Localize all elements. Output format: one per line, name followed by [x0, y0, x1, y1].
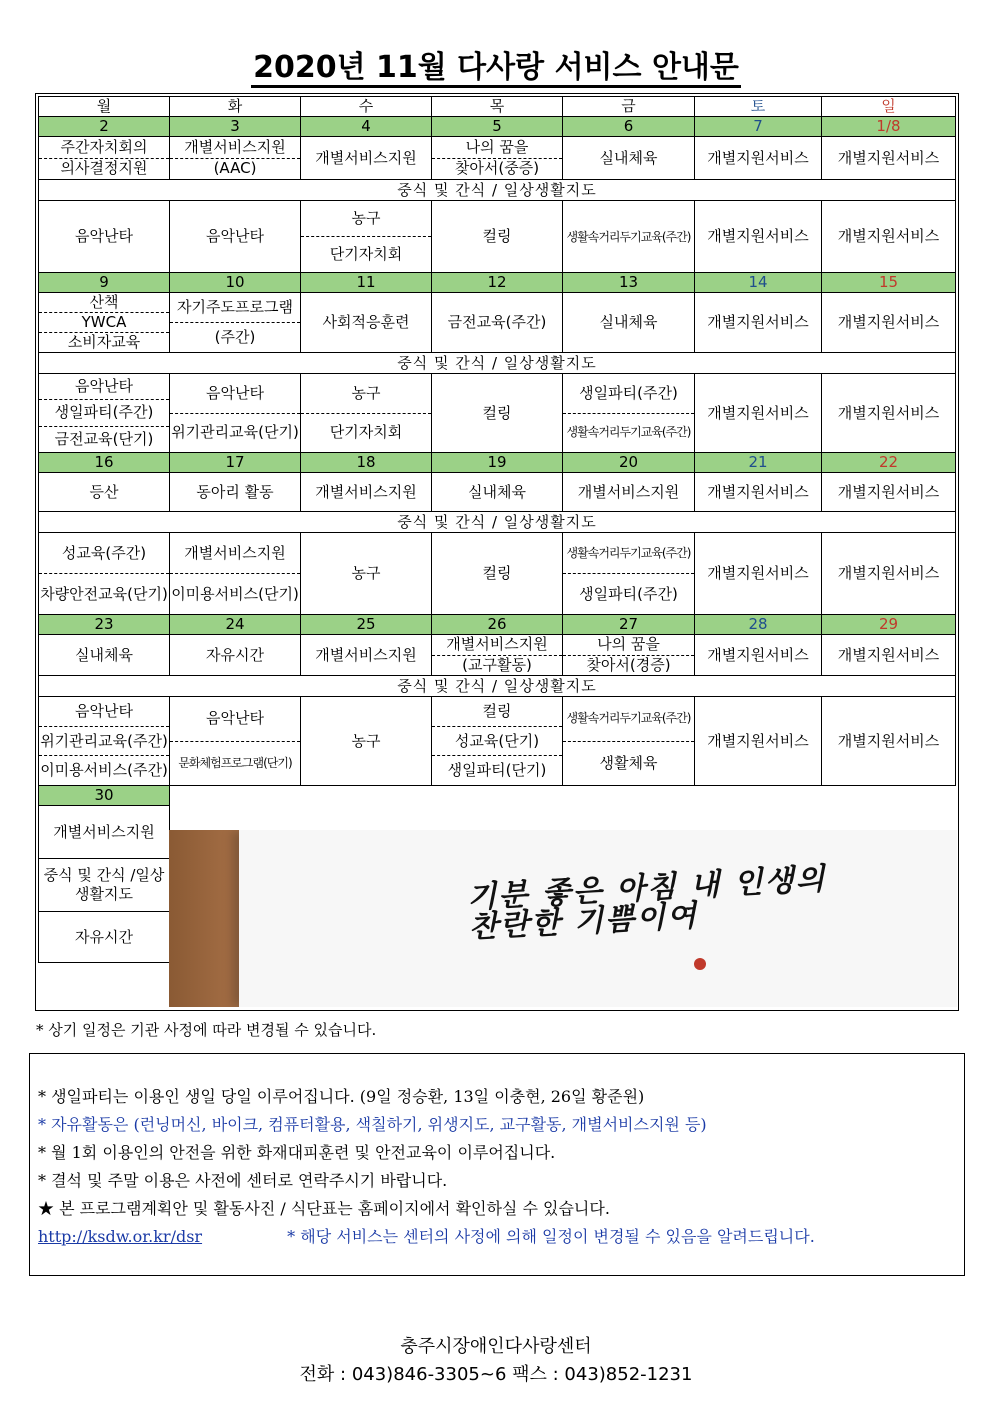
photo-area	[170, 786, 956, 806]
last-day-activity-cell: 중식 및 간식 /일상생활지도	[39, 859, 170, 912]
activity-label: 컬링	[482, 701, 512, 720]
morning-activity-cell	[432, 293, 563, 353]
lunch-cell: 중식 및 간식 / 일상생활지도	[39, 353, 956, 374]
activity-label: 농구	[351, 564, 381, 582]
weekday-row	[39, 97, 956, 117]
activity-label: 개별서비스지원	[184, 543, 286, 562]
date-cell: 20	[563, 453, 695, 473]
date-cell: 19	[432, 453, 563, 473]
activity-label: 생일파티(주간)	[563, 573, 694, 614]
date-cell: 24	[170, 615, 301, 635]
date-cell: 29	[822, 615, 956, 635]
date-cell: 13	[563, 273, 695, 293]
activity-stack	[432, 635, 562, 675]
activity-stack	[39, 697, 169, 785]
morning-activity-cell	[301, 293, 432, 353]
activity-label: 등산	[89, 482, 119, 501]
date-row	[39, 273, 956, 293]
date-cell: 6	[563, 117, 695, 137]
date-cell: 16	[39, 453, 170, 473]
date-row	[39, 117, 956, 137]
activity-label: 개별서비스지원	[577, 482, 680, 501]
date-cell: 7	[695, 117, 822, 137]
morning-activity-cell	[822, 473, 956, 512]
morning-activity-cell	[301, 473, 432, 512]
weekday-cell: 금	[563, 97, 695, 117]
afternoon-activity-cell	[301, 697, 432, 786]
activity-label: 위기관리교육(단기)	[170, 413, 300, 453]
weekday-cell: 일	[822, 97, 956, 117]
activity-label: 소비자교육	[39, 332, 169, 352]
activity-label: 개별지원서비스	[707, 313, 809, 331]
activity-label: 개별지원서비스	[707, 482, 809, 501]
morning-activity-cell	[39, 635, 170, 676]
activity-label: 개별지원서비스	[837, 645, 940, 664]
activity-stack	[39, 374, 169, 452]
activity-label: 농구	[351, 383, 381, 402]
activity-label: 이미용서비스(주간)	[39, 755, 169, 785]
homepage-link[interactable]: http://ksdw.or.kr/dsr	[38, 1227, 203, 1246]
morning-activity-cell	[822, 137, 956, 180]
weekday-cell: 토	[695, 97, 822, 117]
morning-activity-cell	[563, 635, 695, 676]
activity-label: 음악난타	[206, 383, 264, 402]
activity-label: 나의 꿈을	[597, 635, 660, 654]
afternoon-activity-cell	[822, 533, 956, 615]
afternoon-row	[39, 201, 956, 273]
date-cell: 18	[301, 453, 432, 473]
activity-stack	[39, 293, 169, 352]
activity-label: 찾아서(경증)	[563, 655, 694, 676]
activity-label: 금전교육(주간)	[447, 313, 547, 331]
date-cell: 5	[432, 117, 563, 137]
afternoon-activity-cell	[301, 201, 432, 273]
activity-stack	[170, 533, 300, 614]
homepage-link-line	[38, 1224, 815, 1247]
activity-stack	[301, 201, 431, 272]
activity-label: 차량안전교육(단기)	[39, 573, 169, 614]
date-cell: 1/8	[822, 117, 956, 137]
activity-label: 개별지원서비스	[837, 731, 940, 750]
calligraphy-photo	[169, 830, 957, 1007]
activity-label: 금전교육(단기)	[39, 426, 169, 452]
activity-label: 음악난타	[206, 709, 264, 728]
morning-activity-cell	[301, 635, 432, 676]
afternoon-activity-cell	[432, 697, 563, 786]
lunch-row	[39, 512, 956, 533]
activity-label: 개별지원서비스	[707, 148, 809, 167]
notice-box	[29, 1053, 965, 1276]
lunch-row	[39, 180, 956, 201]
activity-label: 찾아서(중증)	[432, 158, 562, 180]
afternoon-activity-cell	[822, 201, 956, 273]
date-cell: 15	[822, 273, 956, 293]
activity-stack	[39, 137, 169, 179]
activity-stack	[432, 137, 562, 179]
activity-label: 개별서비스지원	[446, 635, 548, 654]
lunch-cell: 중식 및 간식 / 일상생활지도	[39, 676, 956, 697]
notice-absence: * 결석 및 주말 이용은 사전에 센터로 연락주시기 바랍니다.	[38, 1171, 448, 1190]
morning-activity-cell	[695, 473, 822, 512]
morning-row	[39, 635, 956, 676]
notice-safety: * 월 1회 이용인의 안전을 위한 화재대피훈련 및 안전교육이 이루어집니다.	[38, 1143, 556, 1162]
afternoon-activity-cell	[695, 201, 822, 273]
activity-label: 컬링	[482, 403, 512, 422]
afternoon-activity-cell	[822, 374, 956, 453]
activity-label: 주간자치회의	[60, 137, 148, 156]
afternoon-activity-cell	[301, 533, 432, 615]
morning-activity-cell	[822, 635, 956, 676]
activity-label: 나의 꿈을	[465, 137, 529, 156]
date-cell: 26	[432, 615, 563, 635]
activity-label: (AAC)	[170, 158, 300, 180]
afternoon-row	[39, 374, 956, 453]
activity-label: 개별서비스지원	[315, 645, 417, 664]
activity-label: 단기자치회	[301, 413, 431, 453]
weekday-cell: 수	[301, 97, 432, 117]
afternoon-activity-cell	[563, 697, 695, 786]
afternoon-activity-cell	[170, 201, 301, 273]
weekday-cell: 월	[39, 97, 170, 117]
afternoon-activity-cell	[39, 533, 170, 615]
morning-activity-cell	[432, 635, 563, 676]
activity-stack	[432, 697, 562, 785]
activity-label: 생일파티(주간)	[39, 399, 169, 425]
activity-label: 컬링	[482, 564, 512, 582]
morning-activity-cell	[170, 473, 301, 512]
activity-label: 생일파티(단기)	[432, 755, 562, 785]
morning-row	[39, 137, 956, 180]
activity-label: 단기자치회	[301, 236, 431, 272]
date-row	[39, 615, 956, 635]
morning-activity-cell	[822, 293, 956, 353]
activity-label: 개별지원서비스	[707, 227, 809, 245]
activity-label: 개별서비스지원	[315, 148, 417, 167]
date-cell: 25	[301, 615, 432, 635]
activity-stack	[170, 697, 300, 785]
schedule-change-note: * 상기 일정은 기관 사정에 따라 변경될 수 있습니다.	[36, 1021, 377, 1039]
activity-label: 산책	[89, 293, 119, 311]
activity-label: 자유시간	[206, 645, 264, 664]
date-cell: 12	[432, 273, 563, 293]
date-cell: 30	[39, 786, 170, 806]
activity-stack	[170, 137, 300, 179]
afternoon-activity-cell	[39, 201, 170, 273]
date-cell: 3	[170, 117, 301, 137]
lunch-row	[39, 676, 956, 697]
morning-activity-cell	[432, 137, 563, 180]
activity-label: 생일파티(주간)	[579, 383, 678, 402]
activity-label: 자기주도프로그램	[177, 298, 293, 316]
activity-label: 위기관리교육(주간)	[39, 726, 169, 756]
weekday-cell: 목	[432, 97, 563, 117]
weekday-cell: 화	[170, 97, 301, 117]
notice-homepage: ★ 본 프로그램계획안 및 활동사진 / 식단표는 홈페이지에서 확인하실 수 있습니다.	[38, 1199, 610, 1218]
afternoon-row	[39, 533, 956, 615]
red-seal	[694, 958, 706, 970]
activity-label: 컬링	[482, 227, 512, 245]
activity-label: 농구	[351, 209, 381, 227]
activity-label: 개별지원서비스	[837, 313, 940, 331]
morning-activity-cell	[170, 635, 301, 676]
date-cell: 14	[695, 273, 822, 293]
date-cell: 23	[39, 615, 170, 635]
page-title: 2020년 11월 다사랑 서비스 안내문	[0, 42, 992, 86]
activity-label: 농구	[351, 731, 381, 750]
activity-label: 실내체육	[468, 482, 526, 501]
afternoon-row	[39, 697, 956, 786]
afternoon-activity-cell	[563, 374, 695, 453]
activity-stack	[563, 635, 694, 675]
date-cell: 4	[301, 117, 432, 137]
activity-label: 문화체험프로그램(단기)	[170, 741, 300, 786]
morning-activity-cell	[39, 293, 170, 353]
activity-label: 개별지원서비스	[837, 564, 940, 582]
center-name: 충주시장애인다사랑센터	[400, 1336, 592, 1357]
activity-label: 이미용서비스(단기)	[170, 573, 300, 614]
morning-row	[39, 473, 956, 512]
activity-label: 생활속거리두기교육(주간)	[566, 545, 691, 560]
activity-label: 성교육(주간)	[61, 543, 147, 562]
activity-stack	[301, 374, 431, 452]
activity-label: (교구활동)	[432, 655, 562, 676]
date-cell: 2	[39, 117, 170, 137]
afternoon-activity-cell	[170, 697, 301, 786]
activity-label: 음악난타	[206, 227, 264, 245]
activity-label: 개별지원서비스	[707, 564, 809, 582]
afternoon-activity-cell	[695, 533, 822, 615]
activity-label: 개별지원서비스	[837, 482, 940, 501]
date-row	[39, 453, 956, 473]
activity-stack	[39, 533, 169, 614]
morning-activity-cell	[563, 293, 695, 353]
center-contact: 전화 : 043)846-3305~6 팩스 : 043)852-1231	[299, 1364, 693, 1385]
afternoon-activity-cell	[432, 533, 563, 615]
lunch-row	[39, 353, 956, 374]
activity-label: 개별지원서비스	[707, 731, 809, 750]
morning-row	[39, 293, 956, 353]
afternoon-activity-cell	[695, 697, 822, 786]
morning-activity-cell	[39, 473, 170, 512]
afternoon-activity-cell	[563, 533, 695, 615]
afternoon-activity-cell	[432, 374, 563, 453]
activity-stack	[563, 697, 694, 785]
activity-label: 음악난타	[75, 227, 133, 245]
morning-activity-cell	[695, 293, 822, 353]
date-cell: 9	[39, 273, 170, 293]
last-day-activity-cell: 개별서비스지원	[39, 806, 170, 859]
afternoon-activity-cell	[301, 374, 432, 453]
activity-label: 생활속거리두기교육(주간)	[566, 711, 691, 726]
morning-activity-cell	[301, 137, 432, 180]
activity-label: 의사결정지원	[39, 158, 169, 180]
calligraphy-text: 기분 좋은 아침 내 인생의 찬란한 기쁨이여	[466, 861, 828, 946]
activity-label: 개별서비스지원	[184, 137, 286, 156]
morning-activity-cell	[563, 473, 695, 512]
date-row	[39, 786, 956, 806]
date-cell: 28	[695, 615, 822, 635]
activity-label: 실내체육	[599, 313, 658, 331]
activity-label: 실내체육	[599, 148, 658, 167]
activity-label: 음악난타	[75, 701, 133, 720]
morning-activity-cell	[39, 137, 170, 180]
date-cell: 10	[170, 273, 301, 293]
photo-paper	[239, 830, 957, 1007]
activity-label: 생활체육	[563, 741, 694, 786]
activity-label: YWCA	[39, 312, 169, 332]
afternoon-activity-cell	[563, 201, 695, 273]
activity-label: (주간)	[170, 322, 300, 352]
activity-stack	[170, 374, 300, 452]
afternoon-activity-cell	[822, 697, 956, 786]
activity-label: 생활속거리두기교육(주간)	[563, 413, 694, 453]
morning-activity-cell	[695, 635, 822, 676]
morning-activity-cell	[170, 293, 301, 353]
activity-label: 개별지원서비스	[707, 645, 809, 664]
activity-label: 실내체육	[75, 645, 133, 664]
activity-label: 음악난타	[75, 377, 133, 396]
lunch-cell: 중식 및 간식 / 일상생활지도	[39, 512, 956, 533]
afternoon-activity-cell	[432, 201, 563, 273]
date-cell: 21	[695, 453, 822, 473]
notice-free-activity: * 자유활동은 (런닝머신, 바이크, 컴퓨터활용, 색칠하기, 위생지도, 교구활동, 개별서비스지원 등)	[38, 1115, 707, 1134]
activity-stack	[170, 293, 300, 352]
activity-label: 개별지원서비스	[837, 403, 940, 422]
morning-activity-cell	[170, 137, 301, 180]
activity-stack	[563, 374, 694, 452]
morning-activity-cell	[432, 473, 563, 512]
afternoon-activity-cell	[170, 533, 301, 615]
activity-label: 동아리 활동	[196, 482, 274, 501]
activity-label: 성교육(단기)	[432, 726, 562, 756]
morning-activity-cell	[563, 137, 695, 180]
afternoon-activity-cell	[39, 697, 170, 786]
date-cell: 27	[563, 615, 695, 635]
activity-label: 개별지원서비스	[837, 148, 940, 167]
activity-label: 사회적응훈련	[322, 313, 410, 331]
notice-birthday: * 생일파티는 이용인 생일 당일 이루어집니다. (9일 정승환, 13일 이충현, 26일 황준원)	[38, 1087, 645, 1106]
activity-label: 개별지원서비스	[837, 227, 940, 245]
activity-label: 개별지원서비스	[707, 403, 809, 422]
afternoon-activity-cell	[170, 374, 301, 453]
activity-label: 생활속거리두기교육(주간)	[566, 229, 691, 244]
afternoon-activity-cell	[39, 374, 170, 453]
morning-activity-cell	[695, 137, 822, 180]
activity-stack	[563, 533, 694, 614]
date-cell: 17	[170, 453, 301, 473]
last-day-activity-cell: 자유시간	[39, 912, 170, 963]
date-cell: 11	[301, 273, 432, 293]
lunch-cell: 중식 및 간식 / 일상생활지도	[39, 180, 956, 201]
date-cell: 22	[822, 453, 956, 473]
afternoon-activity-cell	[695, 374, 822, 453]
activity-label: 개별서비스지원	[315, 482, 417, 501]
schedule-change-notice: * 해당 서비스는 센터의 사정에 의해 일정이 변경될 수 있음을 알려드립니다.	[287, 1227, 815, 1246]
